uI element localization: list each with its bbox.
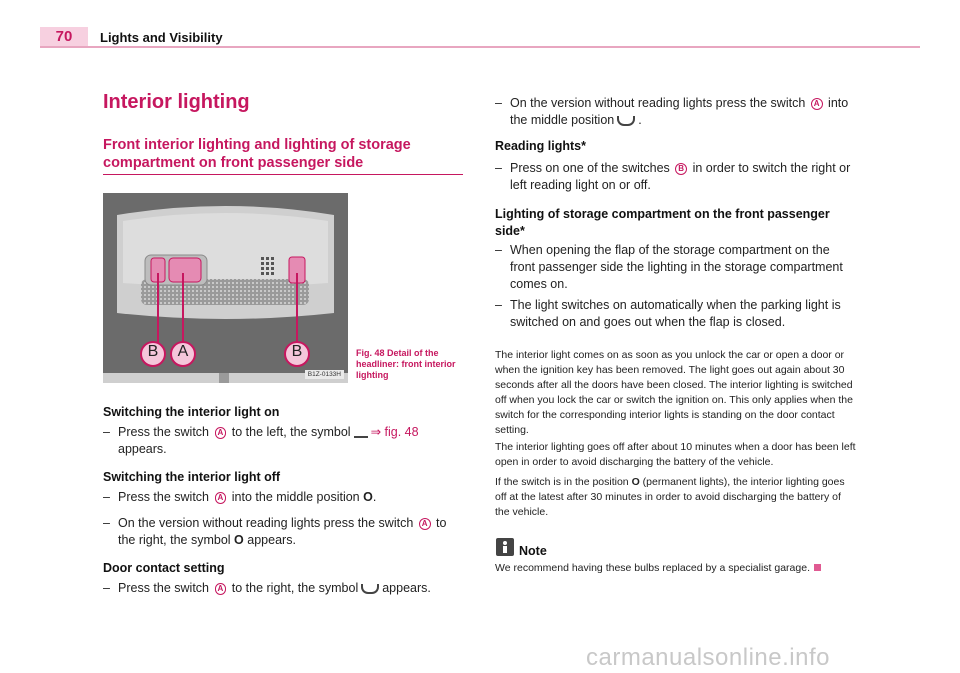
text-part: to the right, the symbol bbox=[231, 581, 359, 595]
bold-symbol: O bbox=[631, 476, 640, 488]
heading-reading-lights: Reading lights* bbox=[495, 139, 586, 153]
text-part: Press the switch bbox=[118, 581, 210, 595]
list-dash: – bbox=[103, 516, 110, 530]
list-item-text bbox=[103, 515, 465, 549]
heading-storage-lighting: Lighting of storage compartment on the front passenger side* bbox=[495, 207, 830, 238]
list-item bbox=[495, 242, 857, 293]
text-part: We recommend having these bulbs replaced by a specialist garage. bbox=[495, 562, 810, 574]
list-item bbox=[495, 95, 857, 129]
list-item bbox=[495, 297, 857, 331]
list-item-text: The light switches on automatically when the parking light is switched on and goes out when the flap is closed. bbox=[510, 298, 841, 329]
page-subtitle: Front interior lighting and lighting of storage compartment on front passenger side bbox=[103, 137, 411, 171]
text-part: into the middle position bbox=[231, 490, 360, 504]
text-part: Press the switch bbox=[118, 425, 210, 439]
note-text bbox=[495, 561, 865, 576]
text-part: into the middle position bbox=[510, 96, 849, 127]
list-item bbox=[495, 160, 857, 194]
list-dash: – bbox=[103, 425, 110, 439]
text-part: Press the switch bbox=[118, 490, 210, 504]
list-item-text: When opening the flap of the storage compartment on the front passenger side the lighting in the storage compartment comes on. bbox=[510, 243, 843, 291]
text-part: On the version without reading lights press the switch bbox=[510, 96, 806, 110]
text-part: Press on one of the switches bbox=[510, 161, 670, 175]
list-item bbox=[103, 515, 465, 549]
list-item-text bbox=[495, 160, 857, 194]
text-part: appears. bbox=[247, 533, 296, 547]
list-item bbox=[103, 580, 465, 597]
subtitle-rule bbox=[103, 174, 463, 175]
list-item-text bbox=[103, 424, 465, 458]
body-paragraph: The interior light comes on as soon as you unlock the car or open a door or when the ignition key has been removed. The light goes out again about 30 seconds after all the doors have been closed. The interior lighting is switched off when you lock the car or switch the ignition on. This only applies when the switch for the corresponding interior lights is standing on the door contact setting. bbox=[495, 349, 853, 436]
heading-door-contact: Door contact setting bbox=[103, 561, 225, 575]
figure-link[interactable]: ⇒ fig. 48 bbox=[370, 425, 419, 439]
list-item-text bbox=[103, 489, 465, 506]
list-item-text bbox=[103, 580, 465, 597]
text-part: (permanent lights), the interior lighting goes off at the latest after 30 minutes in order to avoid discharging the battery of the vehicle. bbox=[495, 476, 845, 518]
list-item bbox=[103, 424, 465, 458]
section-title: Lights and Visibility bbox=[100, 30, 223, 45]
ref-badge: A bbox=[215, 583, 227, 595]
figure-caption: Fig. 48 Detail of the headliner: front interior lighting bbox=[356, 348, 456, 380]
text-part: in order to switch the right or left reading light on or off. bbox=[510, 161, 851, 192]
ref-badge: A bbox=[419, 518, 431, 530]
text-part: If the switch is in the position bbox=[495, 476, 629, 488]
ref-badge: B bbox=[675, 163, 687, 175]
text-part: to the left, the symbol bbox=[231, 425, 351, 439]
list-dash: – bbox=[103, 581, 110, 595]
figure-code: B1Z-0133H bbox=[305, 370, 344, 379]
text-part: . bbox=[638, 113, 642, 127]
heading-switching-on: Switching the interior light on bbox=[103, 405, 280, 419]
note-icon bbox=[496, 538, 514, 556]
list-item-text bbox=[495, 95, 857, 129]
list-item bbox=[103, 489, 465, 506]
bold-symbol: O bbox=[234, 533, 244, 547]
text-part: appears. bbox=[118, 442, 167, 456]
list-dash: – bbox=[495, 298, 502, 312]
end-of-section-icon bbox=[814, 564, 821, 571]
body-paragraph: The interior lighting goes off after about 10 minutes when a door has been left open in order to avoid discharging the battery of the vehicle. bbox=[495, 441, 856, 468]
body-paragraph bbox=[495, 475, 857, 520]
text-part: . bbox=[372, 490, 377, 504]
text-part: to the right, the symbol bbox=[118, 516, 447, 547]
light-on-symbol-icon bbox=[354, 427, 368, 438]
door-contact-symbol-icon bbox=[361, 584, 379, 594]
headliner-illustration bbox=[103, 193, 348, 383]
text-part: On the version without reading lights press the switch bbox=[118, 516, 414, 530]
headliner-figure bbox=[103, 193, 348, 383]
figure-label-a: A bbox=[177, 343, 189, 360]
list-dash: – bbox=[495, 243, 502, 257]
page-title: Interior lighting bbox=[103, 91, 250, 113]
door-contact-symbol-icon bbox=[617, 116, 635, 126]
header-rule bbox=[40, 46, 920, 48]
watermark: carmanualsonline.info bbox=[586, 644, 830, 671]
ref-badge: A bbox=[215, 492, 227, 504]
list-dash: – bbox=[103, 490, 110, 504]
figure-label-b-right: B bbox=[291, 343, 303, 360]
ref-badge: A bbox=[215, 427, 227, 439]
page-number: 70 bbox=[40, 27, 88, 47]
text-part: appears. bbox=[382, 581, 431, 595]
note-title: Note bbox=[519, 544, 547, 558]
list-dash: – bbox=[495, 96, 502, 110]
bold-symbol: O bbox=[363, 490, 373, 504]
heading-switching-off: Switching the interior light off bbox=[103, 470, 281, 484]
list-dash: – bbox=[495, 161, 502, 175]
ref-badge: A bbox=[811, 98, 823, 110]
figure-label-b-left: B bbox=[147, 343, 159, 360]
